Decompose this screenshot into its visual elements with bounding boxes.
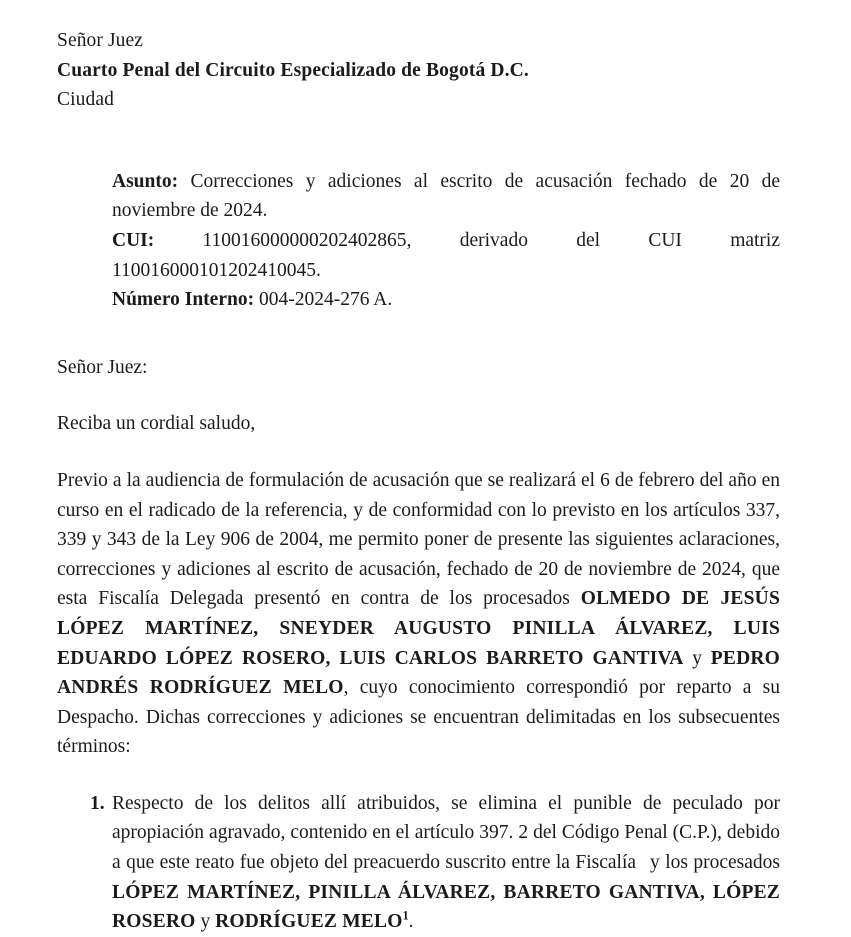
cui-paragraph — [112, 226, 780, 256]
addressee-block — [57, 26, 780, 115]
spacer-after-reference — [57, 315, 780, 353]
reference-block — [112, 167, 780, 315]
numbered-list — [57, 789, 780, 937]
accused-names-primary: OLMEDO DE JESÚS LÓPEZ MARTÍNEZ, SNEYDER AUGUSTO PINILLA ÁLVAREZ, LUIS EDUARDO LÓPEZ ROSERO, LUIS CARLOS BARRETO GANTIVA — [57, 588, 780, 669]
list-item-accused-primary: LÓPEZ MARTÍNEZ, PINILLA ÁLVAREZ, BARRETO GANTIVA, LÓPEZ ROSERO — [112, 881, 780, 933]
body-paragraph-1-part-1: Previo a la audiencia de formulación de acusación que se realizará el 6 de febrero del año en curso en el radicado de la referencia, y de conformidad con lo previsto en los artículos 337, 339 y 343 de la Ley 906 de 2004, me permito poner de presente las siguientes aclaraciones, correcciones y adiciones al escrito de acusación, fechado de 20 de noviembre de 2024, que esta Fiscalía Delegada presentó en contra de los procesados — [57, 469, 780, 610]
spacer-before-list — [57, 762, 780, 789]
list-item-text-part-1: Respecto de los delitos allí atribuidos, se elimina el punible de peculado por apropiación agravado, contenido en el artículo 397. 2 del Código Penal (C.P.), debido a que este reato fue objeto del preacuerdo suscrito entre la Fiscalía — [112, 792, 780, 874]
asunto-text: Correcciones y adiciones al escrito de acusación fechado de 20 de noviembre de 2024. — [112, 170, 780, 222]
list-item-conjunction: y — [195, 911, 216, 933]
greeting-line: Señor Juez: — [57, 356, 148, 378]
spacer-after-greeting — [57, 382, 780, 409]
addressee-line-city: Ciudad — [57, 89, 114, 111]
cui-matrix-value: 110016000101202410045. — [112, 259, 321, 281]
footnote-reference-marker[interactable]: 1 — [402, 908, 409, 923]
body-paragraph-1 — [57, 466, 780, 762]
accused-name-last: PEDRO ANDRÉS RODRÍGUEZ MELO — [57, 647, 780, 699]
cui-label: CUI: — [112, 229, 155, 251]
numero-interno-paragraph — [112, 285, 780, 315]
list-item-text-part-2: y los procesados — [650, 852, 780, 874]
spacer-after-opening — [57, 439, 780, 466]
cui-value: 110016000000202402865, — [202, 229, 412, 251]
asunto-paragraph — [112, 167, 780, 226]
cui-matrix-paragraph — [112, 256, 780, 286]
list-item — [90, 789, 780, 937]
numero-interno-label: Número Interno: — [112, 289, 255, 311]
spacer-before-reference — [57, 153, 780, 167]
addressee-line-salutation: Señor Juez — [57, 30, 144, 51]
opening-line: Reciba un cordial saludo, — [57, 413, 256, 435]
cui-derived-text: derivado del CUI matriz — [459, 229, 780, 251]
body-paragraph-1-part-2: , cuyo conocimiento correspondió por reparto a su Despacho. Dichas correcciones y adiciones se encuentran delimitadas en los subsecuentes términos: — [57, 677, 780, 758]
body-paragraph-1-conjunction: y — [683, 647, 711, 669]
addressee-line-court: Cuarto Penal del Circuito Especializado de Bogotá D.C. — [57, 59, 529, 81]
list-item-accused-last: RODRÍGUEZ MELO — [215, 911, 403, 933]
spacer-after-addressee — [57, 115, 780, 153]
list-item-trailing-punctuation: . — [408, 911, 414, 933]
numero-interno-value: 004-2024-276 A. — [254, 289, 393, 311]
asunto-label: Asunto: — [112, 170, 179, 192]
list-item-marker: 1. — [90, 792, 105, 814]
